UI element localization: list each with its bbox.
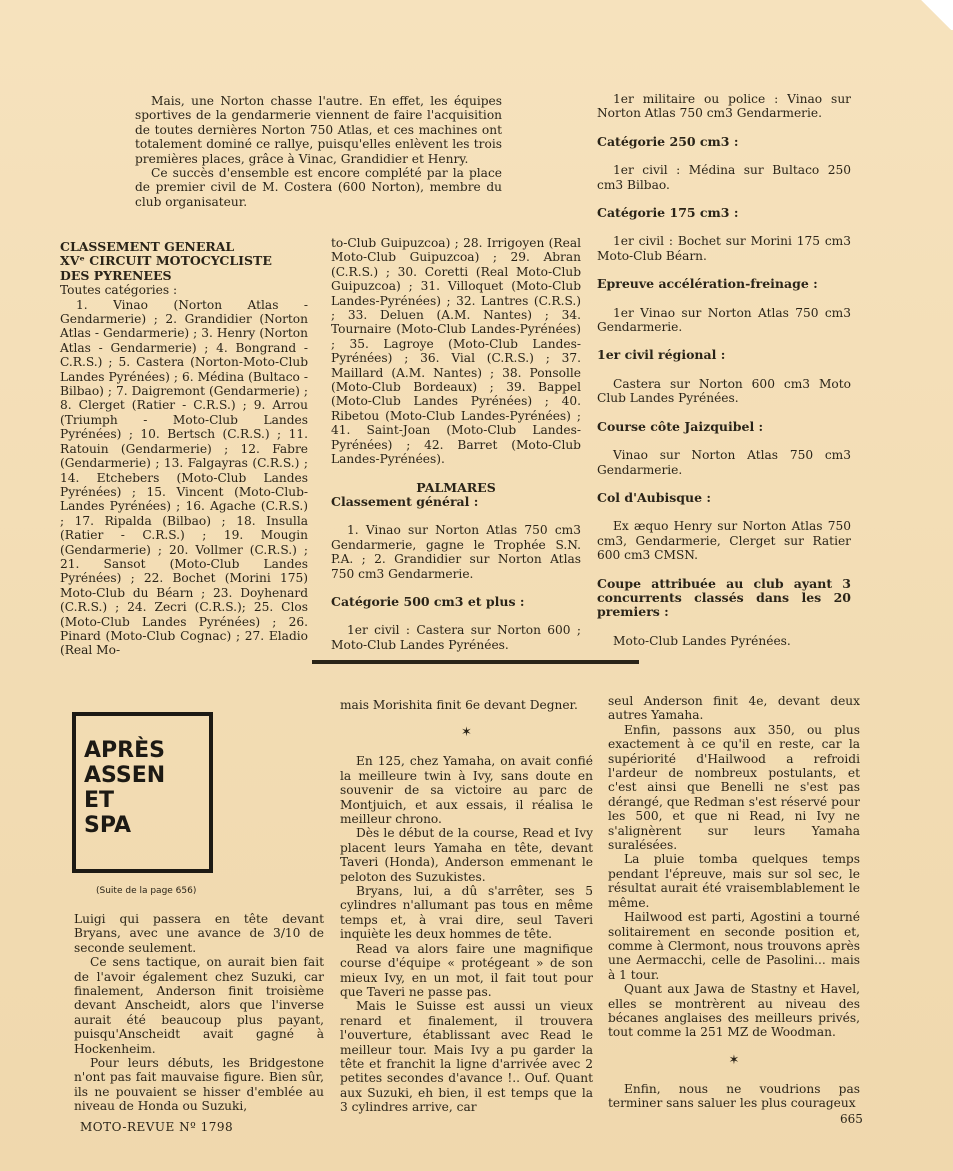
article-c2-paragraph-1: En 125, chez Yamaha, on avait confié la meilleure twin à Ivy, sans doute en souvenir de sa victoire au parc de Montjuich, et aux essais, il réalisa le meilleur chrono.: [340, 754, 593, 827]
magazine-issue-footer: MOTO-REVUE Nº 1798: [80, 1120, 234, 1134]
palmares-coupe-text: Moto-Club Landes Pyrénées.: [613, 633, 791, 648]
palmares-cat250-text: 1er civil : Médina sur Bultaco 250 cm3 Bilbao.: [597, 163, 851, 192]
palmares-cat175-text: 1er civil : Bochet sur Morini 175 cm3 Moto-Club Béarn.: [597, 234, 851, 263]
palmares-cat175-heading: Catégorie 175 cm3 :: [597, 205, 739, 221]
palmares-general-text: 1. Vinao sur Norton Atlas 750 cm3 Gendarmerie, gagne le Trophée S.N. P.A. ; 2. Grandidier sur Norton Atlas 750 cm3 Gendarmerie.: [331, 523, 581, 581]
article-c2-paragraph-4: Read va alors faire une magnifique course d'équipe « protégeant » de son mieux Ivy, en un mot, il fait tout pour que Taveri ne passe pas.: [340, 941, 593, 999]
article-title-line-3: ET: [84, 788, 115, 813]
article-title: [84, 738, 165, 838]
continued-from-caption: (Suite de la page 656): [96, 886, 197, 896]
article-c2-paragraph-5: Mais le Suisse est aussi un vieux renard et finalement, il trouvera l'ouverture, établissant avec Read le meilleur tour. Mais Ivy a pu garder la tête et franchit la ligne d'arrivée avec 2 petites secondes d'avance !.. Ouf. Quant aux Suzuki, eh bien, il est temps que la 3 cylindres arrive, car: [340, 999, 593, 1115]
palmares-cat250-heading: Catégorie 250 cm3 :: [597, 133, 739, 149]
article-column-3: [608, 694, 860, 1111]
palmares-cat500-text: 1er civil : Castera sur Norton 600 ; Moto-Club Landes Pyrénées.: [331, 623, 581, 652]
article-c3-paragraph-0: seul Anderson finit 4e, devant deux autres Yamaha.: [608, 694, 860, 723]
article-c3-paragraph-2: La pluie tomba quelques temps pendant l'épreuve, mais sur sol sec, le résultat aurait été vraisemblablement le même.: [608, 852, 860, 910]
star-separator-icon: ✶: [728, 1052, 740, 1068]
article-c2-paragraph-3: Bryans, lui, a dû s'arrêter, ses 5 cylindres n'allumant pas tous en même temps et, à vrai dire, seul Taveri inquiète les deux hommes de tête.: [340, 884, 593, 942]
page-number: 665: [840, 1112, 863, 1126]
article-c1-paragraph-3: Pour leurs débuts, les Bridgestone n'ont pas fait mauvaise figure. Bien sûr, ils ne pouvaient se hisser d'emblée au niveau de Honda ou Suzuki,: [74, 1056, 324, 1114]
section-divider-rule: [312, 660, 639, 664]
article-title-line-1: APRÈS: [84, 738, 165, 763]
palmares-general-heading: Classement général :: [331, 493, 479, 509]
star-separator-icon: ✶: [461, 725, 472, 741]
article-c2-paragraph-0: mais Morishita finit 6e devant Degner.: [340, 698, 578, 712]
article-c3-paragraph-3: Hailwood est parti, Agostini a tourné solitairement en seconde position et, comme à Clermont, nous trouvons après une Aermacchi, celle de Pasolini... mais à 1 tour.: [608, 910, 860, 982]
palmares-column-3: [597, 92, 851, 648]
palmares-cat500-heading: Catégorie 500 cm3 et plus :: [331, 593, 525, 609]
classement-column-1: [60, 240, 308, 658]
palmares-regional-heading: 1er civil régional :: [597, 347, 726, 363]
article-title-box: [72, 712, 213, 873]
classement-title-2: XVᵉ CIRCUIT MOTOCYCLISTE: [60, 253, 272, 269]
article-c2-paragraph-2: Dès le début de la course, Read et Ivy placent leurs Yamaha en tête, devant Taveri (Honda), Anderson emmenant le peloton des Suzukistes.: [340, 826, 593, 884]
article-title-line-4: SPA: [84, 813, 131, 838]
article-c3-paragraph-5: Enfin, nous ne voudrions pas terminer sans saluer les plus courageux: [608, 1081, 860, 1111]
palmares-aubisque-text: Ex æquo Henry sur Norton Atlas 750 cm3, Gendarmerie, Clerget sur Ratier 600 cm3 CMSN.: [597, 519, 851, 563]
article-title-line-2: ASSEN: [84, 763, 166, 788]
article-c3-paragraph-1: Enfin, passons aux 350, ou plus exactement à ce qu'il en reste, car la supériorité d'Hailwood a refroidi l'ardeur de nombreux postulants, et c'est ainsi que Benelli ne s'est pas dérangé, que Redman s'est réservé pour les 500, et que ni Read, ni Ivy ne s'alignèrent sur leurs Yamaha suralésées.: [608, 722, 860, 853]
intro-paragraph-2: Ce succès d'ensemble est encore complété par la place de premier civil de M. Costera (600 Norton), membre du club organisateur.: [135, 166, 502, 209]
palmares-regional-text: Castera sur Norton 600 cm3 Moto Club Landes Pyrénées.: [597, 376, 851, 406]
article-c1-paragraph-1: Luigi qui passera en tête devant Bryans, avec une avance de 3/10 de seconde seulement.: [74, 912, 324, 955]
classement-subtitle: Toutes catégories :: [60, 283, 178, 298]
palmares-cote-heading: Course côte Jaizquibel :: [597, 418, 764, 434]
intro-column: [135, 94, 502, 209]
article-c3-paragraph-4: Quant aux Jawa de Stastny et Havel, elles se montrèrent au niveau des bécanes anglaises des meilleurs privés, tout comme la 251 MZ de Woodman.: [608, 982, 860, 1040]
palmares-title: PALMARES: [416, 479, 496, 495]
classement-list-part-2: to-Club Guipuzcoa) ; 28. Irrigoyen (Real Moto-Club Guipuzcoa) ; 29. Abran (C.R.S.) ; 30. Coretti (Real Moto-Club Guipuzcoa) ; 31. Villoquet (Moto-Club Landes-Pyrénées) ; 32. Lantres (C.R.S.) ; 33. Deluen (A.M. Nantes) ; 34. Tournaire (Moto-Club Landes-Pyrénées) ; 35. Lagroye (Moto-Club Landes-Pyrénées) ; 36. Vial (C.R.S.) ; 37. Maillard (A.M. Nantes) ; 38. Ponsolle (Moto-Club Bordeaux) ; 39. Bappel (Moto-Club Landes Pyrénées) ; 40. Ribetou (Moto-Club Landes-Pyrénées) ; 41. Saint-Joan (Moto-Club Landes-Pyrénées) ; 42. Barret (Moto-Club Landes-Pyrénées).: [331, 236, 581, 467]
palmares-coupe-heading: Coupe attribuée au club ayant 3 concurrents classés dans les 20 premiers :: [597, 575, 851, 620]
palmares-aubisque-heading: Col d'Aubisque :: [597, 489, 712, 505]
classement-title-3: DES PYRENEES: [60, 267, 172, 283]
palmares-accel-text: 1er Vinao sur Norton Atlas 750 cm3 Gendarmerie.: [597, 305, 851, 335]
classement-title-1: CLASSEMENT GENERAL: [60, 239, 235, 254]
classement-list-part-1: 1. Vinao (Norton Atlas - Gendarmerie) ; 2. Grandidier (Norton Atlas - Gendarmerie) ; 3. Henry (Norton Atlas - Gendarmerie) ; 4. Bongrand - C.R.S.) ; 5. Castera (Norton-Moto-Club Landes Pyrénées) ; 6. Médina (Bultaco - Bilbao) ; 7. Daigremont (Gendarmerie) ; 8. Clerget (Ratier - C.R.S.) ; 9. Arrou (Triumph - Moto-Club Landes Pyrénées) ; 10. Bertsch (C.R.S.) ; 11. Ratouin (Gendarmerie) ; 12. Fabre (Gendarmerie) ; 13. Falgayras (C.R.S.) ; 14. Etchebers (Moto-Club Landes Pyrénées) ; 15. Vincent (Moto-Club-Landes Pyrénées) ; 16. Agache (C.R.S.) ; 17. Ripalda (Bilbao) ; 18. Insulla (Ratier - C.R.S.) ; 19. Mougin (Gendarmerie) ; 20. Vollmer (C.R.S.) ; 21. Sansot (Moto-Club Landes Pyrénées) ; 22. Bochet (Morini 175) Moto-Club du Béarn ; 23. Doyhenard (C.R.S.) ; 24. Zecri (C.R.S.); 25. Clos (Moto-Club Landes Pyrénées) ; 26. Pinard (Moto-Club Cognac) ; 27. Eladio (Real Mo-: [60, 297, 308, 658]
article-c1-paragraph-2: Ce sens tactique, on aurait bien fait de l'avoir également chez Suzuki, car finalement, Anderson finit troisième devant Anscheidt, alors que l'inverse aurait été beaucoup plus payant, puisqu'Anscheidt avait gagné à Hockenheim.: [74, 955, 324, 1056]
article-column-1: [74, 912, 324, 1114]
page-corner-fold: [913, 0, 953, 30]
article-column-2: [340, 698, 593, 1115]
palmares-accel-heading: Epreuve accélération-freinage :: [597, 276, 818, 292]
palmares-militaire-text: 1er militaire ou police : Vinao sur Norton Atlas 750 cm3 Gendarmerie.: [597, 92, 851, 121]
intro-paragraph-1: Mais, une Norton chasse l'autre. En effet, les équipes sportives de la gendarmerie viennent de faire l'acquisition de toutes dernières Norton 750 Atlas, et ces machines ont totalement dominé ce rallye, puisqu'elles enlèvent les trois premières places, grâce à Vinac, Grandidier et Henry.: [135, 94, 502, 166]
palmares-cote-text: Vinao sur Norton Atlas 750 cm3 Gendarmerie.: [597, 448, 851, 477]
classement-column-2: [331, 236, 581, 652]
